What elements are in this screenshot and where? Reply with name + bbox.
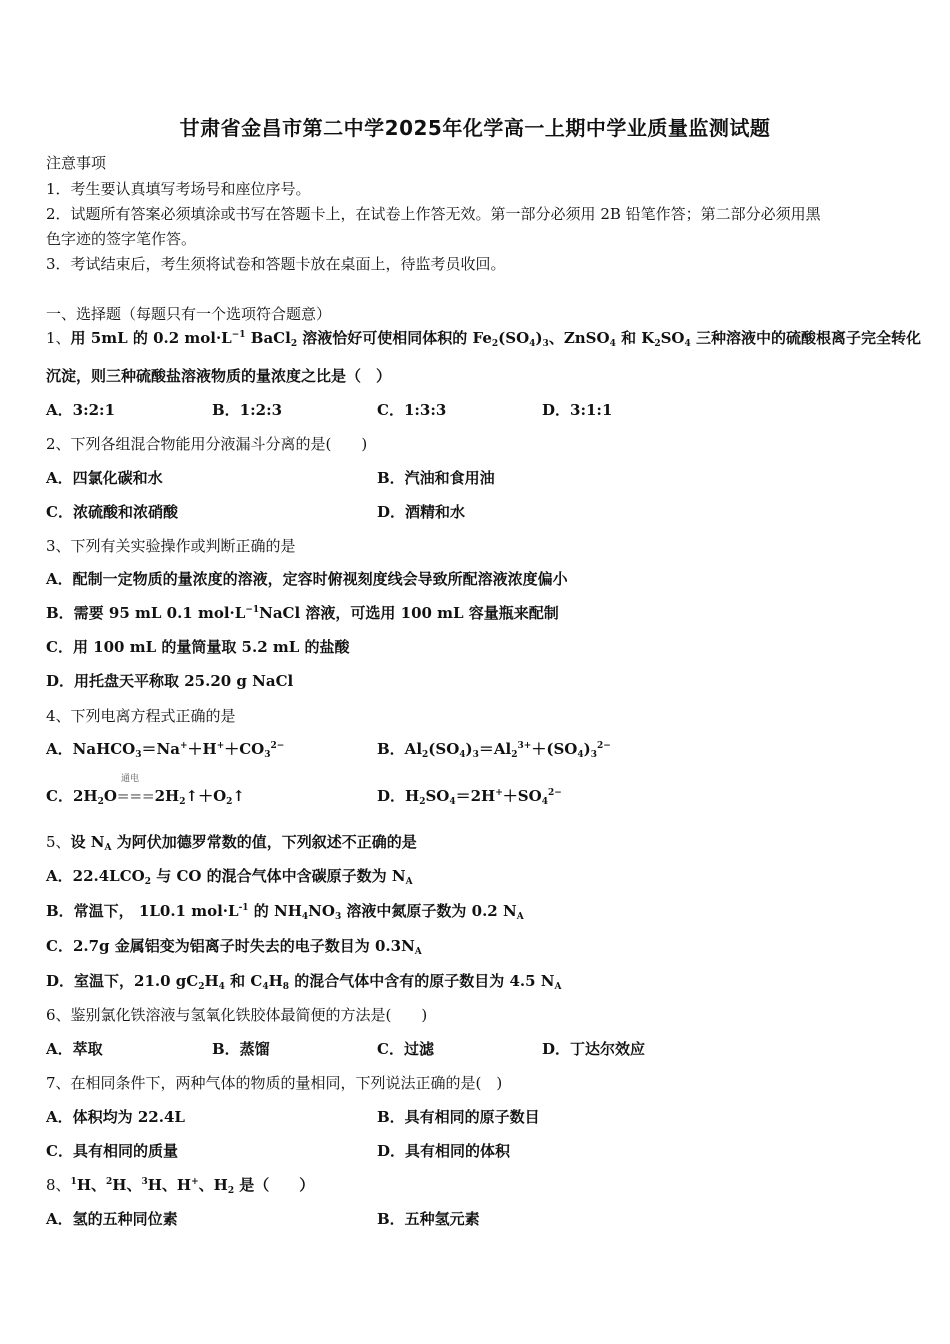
question-3-option-b: B．需要 95 mL 0.1 $mol\cdot L^{-1}NaCl$ 溶液，可选用 100 mL 容量瓶来配制 — [46, 604, 559, 622]
question-2-option-d: D．酒精和水 — [377, 503, 466, 521]
question-4-option-a: A．$NaHCO_3=Na^++H^++CO_3^{2-}$ — [46, 740, 285, 760]
question-5-option-a: A．$22.4LCO_2$ 与 CO 的混合气体中含碳原子数为 $N_A$ — [46, 867, 413, 887]
question-2-option-c: C．浓硫酸和浓硝酸 — [46, 503, 178, 521]
question-1-option-c: C．1:3:3 — [377, 401, 447, 419]
question-3-option-a: A．配制一定物质的量浓度的溶液，定容时俯视刻度线会导致所配溶液浓度偏小 — [46, 570, 568, 588]
question-2-stem: 2、下列各组混合物能用分液漏斗分离的是( ) — [46, 435, 368, 453]
exam-title: 甘肃省金昌市第二中学2025年化学高一上期中学业质量监测试题 — [179, 116, 771, 140]
question-3-option-d: D．用托盘天平称取 25.20 g NaCl — [46, 672, 294, 690]
question-5-option-b: B．常温下， 1L0.1 $mol\cdot L^{-1}$ 的 $NH_4NO_3$ 溶液中氮原子数为 0.2 $N_A$ — [46, 902, 524, 922]
question-7-option-a: A．体积均为 22.4L — [46, 1108, 185, 1126]
question-4-option-b: B．$Al_2(SO_4)_3=Al_2^{3+}+(SO_4)_3^{2-}$ — [377, 740, 611, 760]
question-6-option-a: A．萃取 — [46, 1040, 103, 1058]
question-1-option-b: B．1:2:3 — [212, 401, 283, 419]
question-4-stem: 4、下列电离方程式正确的是 — [46, 707, 236, 725]
question-7-option-c: C．具有相同的质量 — [46, 1142, 178, 1160]
notice-item-3: 3．考试结束后，考生须将试卷和答题卡放在桌面上，待监考员收回。 — [46, 255, 506, 273]
question-5-stem: 5、设 $N_A$ 为阿伏加德罗常数的值，下列叙述不正确的是 — [46, 833, 417, 853]
question-7-option-d: D．具有相同的体积 — [377, 1142, 511, 1160]
question-7-option-b: B．具有相同的原子数目 — [377, 1108, 540, 1126]
question-4-option-d: D．$H_2SO_4=2H^++SO_4^{2-}$ — [377, 787, 562, 807]
question-5-option-c: C．2.7g 金属铝变为铝离子时失去的电子数目为 $0.3N_A$ — [46, 937, 422, 957]
question-2-option-a: A．四氯化碳和水 — [46, 469, 163, 487]
question-1-stem: 1、用 5mL 的 0.2 $mol\cdot L^{-1}$ BaCl$_2$ 溶液恰好可使相同体积的 $Fe_2(SO_4)_3$、ZnSO$_4$ 和 $K_2SO_4$ 三种溶液中的硫酸根离子完全转化 — [46, 329, 921, 349]
question-7-stem: 7、在相同条件下，两种气体的物质的量相同，下列说法正确的是( ) — [46, 1074, 503, 1092]
question-1-option-d: D．3:1:1 — [542, 401, 613, 419]
question-6-option-b: B．蒸馏 — [212, 1040, 270, 1058]
notice-item-2-cont: 色字迹的签字笔作答。 — [46, 230, 197, 248]
question-6-stem: 6、鉴别氯化铁溶液与氢氧化铁胶体最简便的方法是( ) — [46, 1006, 428, 1024]
question-5-option-d: D．室温下，21.0 $gC_2H_4$ 和 $C_4H_8$ 的混合气体中含有的原子数目为 4.5 $N_A$ — [46, 972, 562, 992]
question-8-stem: 8、$^1$H、$^2$H、$^3$H、H+、$H_2$ 是（ ） — [46, 1176, 315, 1196]
section-heading: 一、选择题（每题只有一个选项符合题意） — [46, 305, 332, 323]
question-2-option-b: B．汽油和食用油 — [377, 469, 495, 487]
question-8-option-b: B．五种氢元素 — [377, 1210, 480, 1228]
question-6-option-d: D．丁达尔效应 — [542, 1040, 646, 1058]
question-3-option-c: C．用 100 mL 的量筒量取 5.2 mL 的盐酸 — [46, 638, 350, 656]
question-1-stem-cont: 沉淀，则三种硫酸盐溶液物质的量浓度之比是（ ） — [46, 367, 392, 385]
notice-item-1: 1．考生要认真填写考场号和座位序号。 — [46, 180, 311, 198]
question-4-option-c: C．$2H_2O===2H_2↑+O_2↑$ — [46, 787, 245, 807]
question-1-option-a: A．3:2:1 — [46, 401, 116, 419]
notice-item-2: 2．试题所有答案必须填涂或书写在答题卡上，在试卷上作答无效。第一部分必须用 2B 铅笔作答；第二部分必须用黑 — [46, 205, 821, 223]
electrolysis-condition: 通电 — [121, 774, 140, 784]
question-3-stem: 3、下列有关实验操作或判断正确的是 — [46, 537, 296, 555]
question-6-option-c: C．过滤 — [377, 1040, 434, 1058]
question-8-option-a: A．氢的五种同位素 — [46, 1210, 178, 1228]
notice-heading: 注意事项 — [46, 154, 107, 172]
